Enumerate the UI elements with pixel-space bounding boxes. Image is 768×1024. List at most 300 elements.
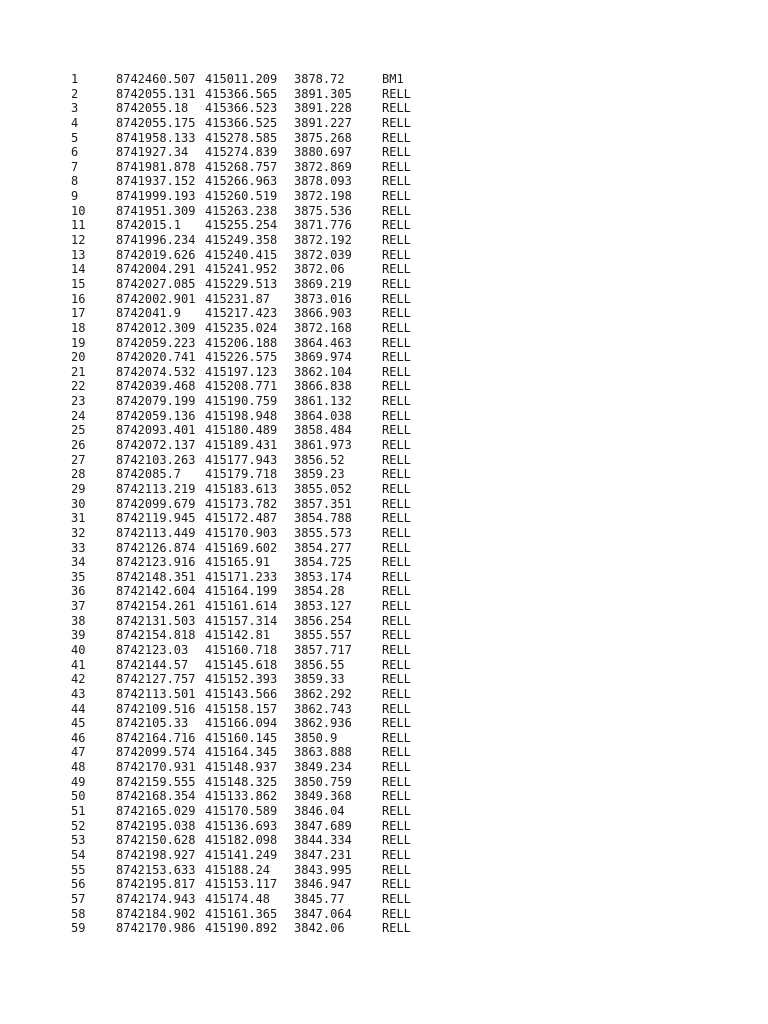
list-item <box>71 760 411 775</box>
elevation-value: 3878.093 <box>294 174 352 189</box>
list-item <box>71 86 411 102</box>
list-item <box>71 481 411 497</box>
northing-value: 8742170.986 <box>116 921 196 936</box>
point-code: RELL <box>382 804 411 819</box>
point-code: RELL <box>382 496 411 511</box>
northing-value: 8742074.532 <box>116 364 196 379</box>
easting-value: 415249.358 <box>205 233 278 248</box>
northing-value: 8742195.817 <box>116 877 196 892</box>
easting-value: 415183.613 <box>205 481 278 496</box>
list-item <box>71 423 411 438</box>
easting-value: 415180.489 <box>205 423 278 438</box>
elevation-value: 3869.974 <box>294 350 352 365</box>
point-number: 1 <box>71 72 79 86</box>
northing-value: 8742020.741 <box>116 350 196 365</box>
point-number: 10 <box>71 203 86 218</box>
point-code: RELL <box>382 847 411 862</box>
elevation-value: 3863.888 <box>294 745 352 760</box>
northing-value: 8741999.193 <box>116 189 196 204</box>
list-item <box>71 101 411 116</box>
elevation-value: 3843.995 <box>294 862 352 877</box>
list-item <box>71 745 411 760</box>
easting-value: 415170.589 <box>205 804 278 819</box>
northing-value: 8742168.354 <box>116 789 196 804</box>
list-item <box>71 159 411 175</box>
northing-value: 8742113.501 <box>116 686 196 701</box>
elevation-value: 3872.192 <box>294 233 352 248</box>
point-number: 17 <box>71 306 86 321</box>
northing-value: 8742113.219 <box>116 481 196 496</box>
point-listing <box>71 72 411 936</box>
easting-value: 415263.238 <box>205 203 278 218</box>
northing-value: 8742027.085 <box>116 276 196 291</box>
point-code: RELL <box>382 233 411 248</box>
list-item <box>71 657 411 673</box>
northing-value: 8742055.18 <box>116 101 189 116</box>
list-item <box>71 877 411 892</box>
list-item <box>71 72 404 87</box>
point-code: RELL <box>382 921 411 936</box>
northing-value: 8742099.679 <box>116 496 196 511</box>
point-number: 42 <box>71 672 86 687</box>
point-number: 43 <box>71 686 86 701</box>
elevation-value: 3847.231 <box>294 847 352 862</box>
point-code: RELL <box>382 818 411 833</box>
elevation-value: 3847.064 <box>294 906 352 921</box>
northing-value: 8742099.574 <box>116 745 196 760</box>
point-number: 37 <box>71 599 86 614</box>
northing-value: 8742153.633 <box>116 862 196 877</box>
list-item <box>71 599 411 614</box>
elevation-value: 3862.936 <box>294 716 352 731</box>
elevation-value: 3857.351 <box>294 496 352 511</box>
elevation-value: 3847.689 <box>294 818 352 833</box>
elevation-value: 3856.52 <box>294 452 345 467</box>
point-number: 8 <box>71 174 79 189</box>
northing-value: 8742004.291 <box>116 262 196 277</box>
point-code: RELL <box>382 467 411 482</box>
northing-value: 8742055.175 <box>116 115 196 130</box>
elevation-value: 3872.869 <box>294 159 352 174</box>
list-item <box>71 408 411 424</box>
easting-value: 415231.87 <box>205 291 271 306</box>
point-number: 59 <box>71 921 86 936</box>
list-item <box>71 364 411 380</box>
northing-value: 8742148.351 <box>116 569 196 584</box>
elevation-value: 3866.903 <box>294 306 352 321</box>
point-number: 41 <box>71 657 86 672</box>
point-number: 25 <box>71 423 86 438</box>
point-number: 30 <box>71 496 86 511</box>
easting-value: 415145.618 <box>205 657 278 672</box>
northing-value: 8742055.131 <box>116 86 196 101</box>
elevation-value: 3864.038 <box>294 408 352 423</box>
list-item <box>71 115 411 131</box>
elevation-value: 3878.72 <box>294 72 345 86</box>
list-item <box>71 145 411 160</box>
elevation-value: 3891.228 <box>294 101 352 116</box>
northing-value: 8742195.038 <box>116 818 196 833</box>
list-item <box>71 906 411 922</box>
point-number: 16 <box>71 291 86 306</box>
easting-value: 415229.513 <box>205 276 278 291</box>
elevation-value: 3846.947 <box>294 877 352 892</box>
point-code: RELL <box>382 481 411 496</box>
list-item <box>71 496 411 512</box>
list-item <box>71 584 411 599</box>
northing-value: 8742002.901 <box>116 291 196 306</box>
easting-value: 415164.199 <box>205 584 278 599</box>
easting-value: 415136.693 <box>205 818 278 833</box>
northing-value: 8741981.878 <box>116 159 196 174</box>
elevation-value: 3855.557 <box>294 628 352 643</box>
easting-value: 415143.566 <box>205 686 278 701</box>
easting-value: 415206.188 <box>205 335 278 350</box>
point-code: RELL <box>382 540 411 555</box>
list-item <box>71 174 411 189</box>
elevation-value: 3854.788 <box>294 511 352 526</box>
elevation-value: 3845.77 <box>294 891 345 906</box>
point-number: 48 <box>71 760 86 775</box>
point-number: 26 <box>71 438 86 453</box>
list-item <box>71 891 411 907</box>
point-number: 51 <box>71 804 86 819</box>
northing-value: 8742127.757 <box>116 672 196 687</box>
easting-value: 415189.431 <box>205 438 278 453</box>
point-number: 28 <box>71 467 86 482</box>
northing-value: 8742460.507 <box>116 72 196 86</box>
point-number: 36 <box>71 584 86 599</box>
elevation-value: 3862.104 <box>294 364 352 379</box>
point-number: 34 <box>71 555 86 570</box>
elevation-value: 3858.484 <box>294 423 352 438</box>
point-number: 9 <box>71 189 79 204</box>
northing-value: 8741958.133 <box>116 130 196 145</box>
easting-value: 415177.943 <box>205 452 278 467</box>
northing-value: 8742105.33 <box>116 716 189 731</box>
easting-value: 415160.718 <box>205 642 278 657</box>
easting-value: 415141.249 <box>205 847 278 862</box>
northing-value: 8742059.223 <box>116 335 196 350</box>
list-item <box>71 716 411 731</box>
list-item <box>71 555 411 570</box>
easting-value: 415240.415 <box>205 247 278 262</box>
list-item <box>71 789 411 804</box>
elevation-value: 3844.334 <box>294 833 352 848</box>
point-number: 57 <box>71 891 86 906</box>
elevation-value: 3875.268 <box>294 130 352 145</box>
northing-value: 8742039.468 <box>116 379 196 394</box>
point-code: RELL <box>382 262 411 277</box>
easting-value: 415160.145 <box>205 730 278 745</box>
easting-value: 415268.757 <box>205 159 278 174</box>
list-item <box>71 613 411 629</box>
point-number: 31 <box>71 511 86 526</box>
elevation-value: 3872.06 <box>294 262 345 277</box>
point-number: 21 <box>71 364 86 379</box>
point-number: 46 <box>71 730 86 745</box>
list-item <box>71 569 411 585</box>
easting-value: 415366.565 <box>205 86 278 101</box>
point-number: 3 <box>71 101 79 116</box>
easting-value: 415190.759 <box>205 394 278 409</box>
easting-value: 415217.423 <box>205 306 278 321</box>
easting-value: 415011.209 <box>205 72 278 86</box>
point-number: 18 <box>71 320 86 335</box>
point-code: RELL <box>382 320 411 335</box>
point-code: RELL <box>382 730 411 745</box>
northing-value: 8742170.931 <box>116 760 196 775</box>
list-item <box>71 291 411 307</box>
easting-value: 415190.892 <box>205 921 278 936</box>
northing-value: 8741927.34 <box>116 145 189 160</box>
list-item <box>71 774 411 790</box>
point-number: 12 <box>71 233 86 248</box>
easting-value: 415152.393 <box>205 672 278 687</box>
point-number: 5 <box>71 130 79 145</box>
elevation-value: 3856.55 <box>294 657 345 672</box>
point-number: 11 <box>71 218 86 233</box>
easting-value: 415173.782 <box>205 496 278 511</box>
easting-value: 415235.024 <box>205 320 278 335</box>
easting-value: 415174.48 <box>205 891 271 906</box>
easting-value: 415161.614 <box>205 599 278 614</box>
elevation-value: 3854.277 <box>294 540 352 555</box>
point-number: 29 <box>71 481 86 496</box>
point-code: RELL <box>382 833 411 848</box>
point-code: RELL <box>382 628 411 643</box>
point-number: 27 <box>71 452 86 467</box>
easting-value: 415278.585 <box>205 130 278 145</box>
list-item <box>71 262 411 277</box>
list-item <box>71 818 411 834</box>
point-code: RELL <box>382 306 411 321</box>
point-number: 15 <box>71 276 86 291</box>
point-number: 55 <box>71 862 86 877</box>
easting-value: 415171.233 <box>205 569 278 584</box>
northing-value: 8742144.57 <box>116 657 189 672</box>
point-number: 6 <box>71 145 79 160</box>
elevation-value: 3854.725 <box>294 555 352 570</box>
list-item <box>71 233 411 248</box>
point-number: 39 <box>71 628 86 643</box>
point-number: 22 <box>71 379 86 394</box>
northing-value: 8742154.818 <box>116 628 196 643</box>
list-item <box>71 247 411 263</box>
list-item <box>71 379 411 394</box>
easting-value: 415208.771 <box>205 379 278 394</box>
northing-value: 8742159.555 <box>116 774 196 789</box>
point-code: RELL <box>382 189 411 204</box>
elevation-value: 3871.776 <box>294 218 352 233</box>
point-code: RELL <box>382 364 411 379</box>
northing-value: 8742119.945 <box>116 511 196 526</box>
easting-value: 415148.325 <box>205 774 278 789</box>
list-item <box>71 306 411 321</box>
list-item <box>71 320 411 336</box>
elevation-value: 3869.219 <box>294 276 352 291</box>
point-code: RELL <box>382 145 411 160</box>
elevation-value: 3864.463 <box>294 335 352 350</box>
list-item <box>71 130 411 146</box>
point-code: RELL <box>382 101 411 116</box>
elevation-value: 3856.254 <box>294 613 352 628</box>
point-code: RELL <box>382 862 411 877</box>
easting-value: 415153.117 <box>205 877 278 892</box>
point-number: 58 <box>71 906 86 921</box>
list-item <box>71 452 411 468</box>
point-code: RELL <box>382 584 411 599</box>
list-item <box>71 438 411 453</box>
point-code: RELL <box>382 159 411 174</box>
easting-value: 415179.718 <box>205 467 278 482</box>
elevation-value: 3861.973 <box>294 438 352 453</box>
elevation-value: 3861.132 <box>294 394 352 409</box>
point-code: RELL <box>382 716 411 731</box>
point-number: 32 <box>71 525 86 540</box>
easting-value: 415170.903 <box>205 525 278 540</box>
list-item <box>71 862 411 878</box>
northing-value: 8742154.261 <box>116 599 196 614</box>
elevation-value: 3872.198 <box>294 189 352 204</box>
list-item <box>71 467 411 482</box>
northing-value: 8742164.716 <box>116 730 196 745</box>
point-code: RELL <box>382 276 411 291</box>
point-code: RELL <box>382 774 411 789</box>
easting-value: 415182.098 <box>205 833 278 848</box>
easting-value: 415266.963 <box>205 174 278 189</box>
list-item <box>71 686 411 702</box>
point-number: 54 <box>71 847 86 862</box>
easting-value: 415169.602 <box>205 540 278 555</box>
point-number: 44 <box>71 701 86 716</box>
northing-value: 8742019.626 <box>116 247 196 262</box>
list-item <box>71 203 411 219</box>
point-number: 23 <box>71 394 86 409</box>
easting-value: 415158.157 <box>205 701 278 716</box>
easting-value: 415165.91 <box>205 555 271 570</box>
northing-value: 8742012.309 <box>116 320 196 335</box>
point-code: BM1 <box>382 72 404 86</box>
list-item <box>71 847 411 863</box>
point-number: 35 <box>71 569 86 584</box>
list-item <box>71 189 411 204</box>
northing-value: 8742015.1 <box>116 218 182 233</box>
elevation-value: 3857.717 <box>294 642 352 657</box>
point-code: RELL <box>382 599 411 614</box>
point-number: 7 <box>71 159 79 174</box>
easting-value: 415241.952 <box>205 262 278 277</box>
point-code: RELL <box>382 657 411 672</box>
point-code: RELL <box>382 408 411 423</box>
point-number: 13 <box>71 247 86 262</box>
northing-value: 8742059.136 <box>116 408 196 423</box>
elevation-value: 3862.292 <box>294 686 352 701</box>
easting-value: 415164.345 <box>205 745 278 760</box>
point-code: RELL <box>382 350 411 365</box>
point-code: RELL <box>382 335 411 350</box>
elevation-value: 3849.234 <box>294 760 352 775</box>
easting-value: 415226.575 <box>205 350 278 365</box>
point-code: RELL <box>382 394 411 409</box>
northing-value: 8742123.916 <box>116 555 196 570</box>
point-number: 20 <box>71 350 86 365</box>
northing-value: 8742165.029 <box>116 804 196 819</box>
northing-value: 8742093.401 <box>116 423 196 438</box>
northing-value: 8742103.263 <box>116 452 196 467</box>
elevation-value: 3872.039 <box>294 247 352 262</box>
point-code: RELL <box>382 525 411 540</box>
northing-value: 8742123.03 <box>116 642 189 657</box>
list-item <box>71 701 411 717</box>
elevation-value: 3854.28 <box>294 584 345 599</box>
point-code: RELL <box>382 86 411 101</box>
northing-value: 8742113.449 <box>116 525 196 540</box>
list-item <box>71 525 411 541</box>
point-number: 52 <box>71 818 86 833</box>
point-code: RELL <box>382 291 411 306</box>
list-item <box>71 394 411 409</box>
point-code: RELL <box>382 569 411 584</box>
point-code: RELL <box>382 379 411 394</box>
point-code: RELL <box>382 555 411 570</box>
elevation-value: 3873.016 <box>294 291 352 306</box>
northing-value: 8742142.604 <box>116 584 196 599</box>
point-number: 50 <box>71 789 86 804</box>
easting-value: 415166.094 <box>205 716 278 731</box>
point-code: RELL <box>382 247 411 262</box>
point-number: 2 <box>71 86 79 101</box>
list-item <box>71 672 411 687</box>
point-code: RELL <box>382 423 411 438</box>
point-code: RELL <box>382 906 411 921</box>
northing-value: 8742079.199 <box>116 394 196 409</box>
northing-value: 8741951.309 <box>116 203 196 218</box>
list-item <box>71 276 411 292</box>
elevation-value: 3891.227 <box>294 115 352 130</box>
easting-value: 415142.81 <box>205 628 271 643</box>
point-number: 24 <box>71 408 86 423</box>
northing-value: 8742198.927 <box>116 847 196 862</box>
point-code: RELL <box>382 642 411 657</box>
elevation-value: 3855.052 <box>294 481 352 496</box>
point-code: RELL <box>382 877 411 892</box>
list-item <box>71 218 411 233</box>
point-number: 14 <box>71 262 86 277</box>
point-code: RELL <box>382 760 411 775</box>
list-item <box>71 540 411 556</box>
easting-value: 415148.937 <box>205 760 278 775</box>
list-item <box>71 833 411 848</box>
list-item <box>71 511 411 526</box>
elevation-value: 3850.9 <box>294 730 338 745</box>
easting-value: 415366.523 <box>205 101 278 116</box>
easting-value: 415260.519 <box>205 189 278 204</box>
point-number: 38 <box>71 613 86 628</box>
northing-value: 8742085.7 <box>116 467 182 482</box>
point-code: RELL <box>382 130 411 145</box>
point-code: RELL <box>382 613 411 628</box>
list-item <box>71 335 411 351</box>
northing-value: 8742150.628 <box>116 833 196 848</box>
easting-value: 415172.487 <box>205 511 278 526</box>
list-item <box>71 804 411 819</box>
elevation-value: 3866.838 <box>294 379 352 394</box>
point-number: 56 <box>71 877 86 892</box>
point-code: RELL <box>382 218 411 233</box>
elevation-value: 3853.127 <box>294 599 352 614</box>
elevation-value: 3859.33 <box>294 672 345 687</box>
